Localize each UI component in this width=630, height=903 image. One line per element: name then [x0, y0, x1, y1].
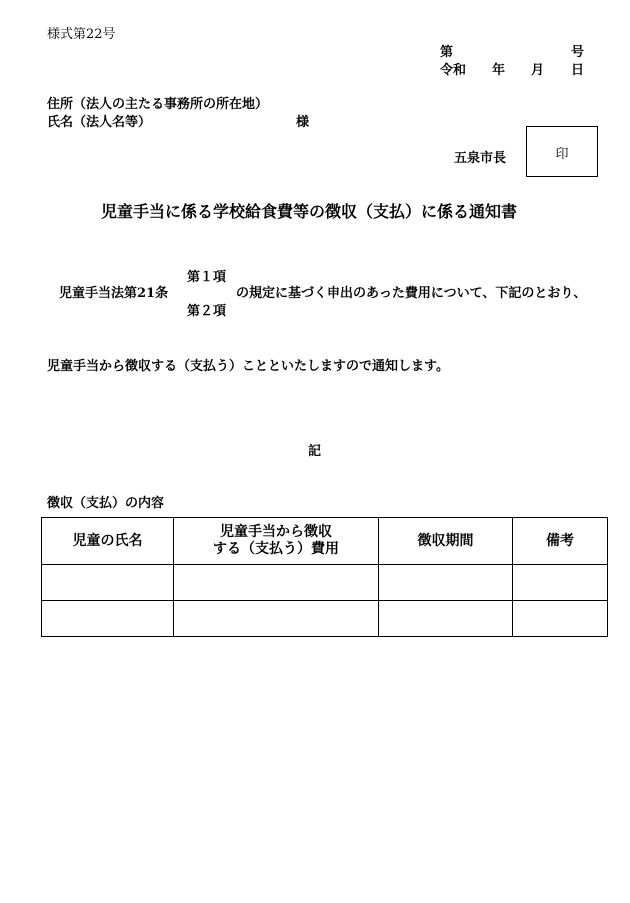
- address-label: 住所（法人の主たる事務所の所在地）: [47, 97, 269, 112]
- form-number: 様式第22号: [47, 27, 116, 42]
- cell-period[interactable]: [379, 601, 513, 637]
- date-era: 令和: [440, 63, 467, 78]
- table-row: [42, 601, 608, 637]
- table-row: [42, 565, 608, 601]
- cell-cost[interactable]: [174, 565, 379, 601]
- doc-number-prefix: 第: [440, 45, 454, 60]
- header-cost: [174, 518, 379, 565]
- clause-2: 第２項: [187, 304, 227, 319]
- honorific: 様: [296, 115, 310, 130]
- doc-number-suffix: 号: [571, 45, 585, 60]
- date-year: 年: [492, 63, 506, 78]
- note-heading: 記: [308, 444, 322, 459]
- header-cost-line-1: 児童手当から徴収: [220, 524, 332, 540]
- clause-1: 第１項: [187, 270, 227, 285]
- seal-box: [526, 126, 598, 177]
- body-line-1: の規定に基づく申出のあった費用について、下記のとおり、: [236, 286, 587, 301]
- collection-table: [41, 517, 608, 637]
- cell-remarks[interactable]: [513, 601, 608, 637]
- date-month: 月: [531, 63, 545, 78]
- seal-label: 印: [555, 147, 569, 162]
- date-day: 日: [571, 63, 585, 78]
- header-period: 徴収期間: [379, 518, 513, 565]
- cell-period[interactable]: [379, 565, 513, 601]
- cell-cost[interactable]: [174, 601, 379, 637]
- issuer-title: 五泉市長: [454, 151, 507, 166]
- section-label: 徴収（支払）の内容: [47, 496, 165, 511]
- cell-child-name[interactable]: [42, 565, 174, 601]
- document-title: 児童手当に係る学校給食費等の徴収（支払）に係る通知書: [101, 202, 518, 221]
- body-line-2: 児童手当から徴収する（支払う）ことといたしますので通知します。: [47, 359, 449, 374]
- table-header-row: [42, 518, 608, 565]
- header-remarks: 備考: [513, 518, 608, 565]
- name-label: 氏名（法人名等）: [47, 115, 152, 130]
- cell-child-name[interactable]: [42, 601, 174, 637]
- law-reference: 児童手当法第21条: [59, 286, 169, 301]
- header-child-name: 児童の氏名: [42, 518, 174, 565]
- header-cost-line-2: する（支払う）費用: [213, 541, 339, 557]
- cell-remarks[interactable]: [513, 565, 608, 601]
